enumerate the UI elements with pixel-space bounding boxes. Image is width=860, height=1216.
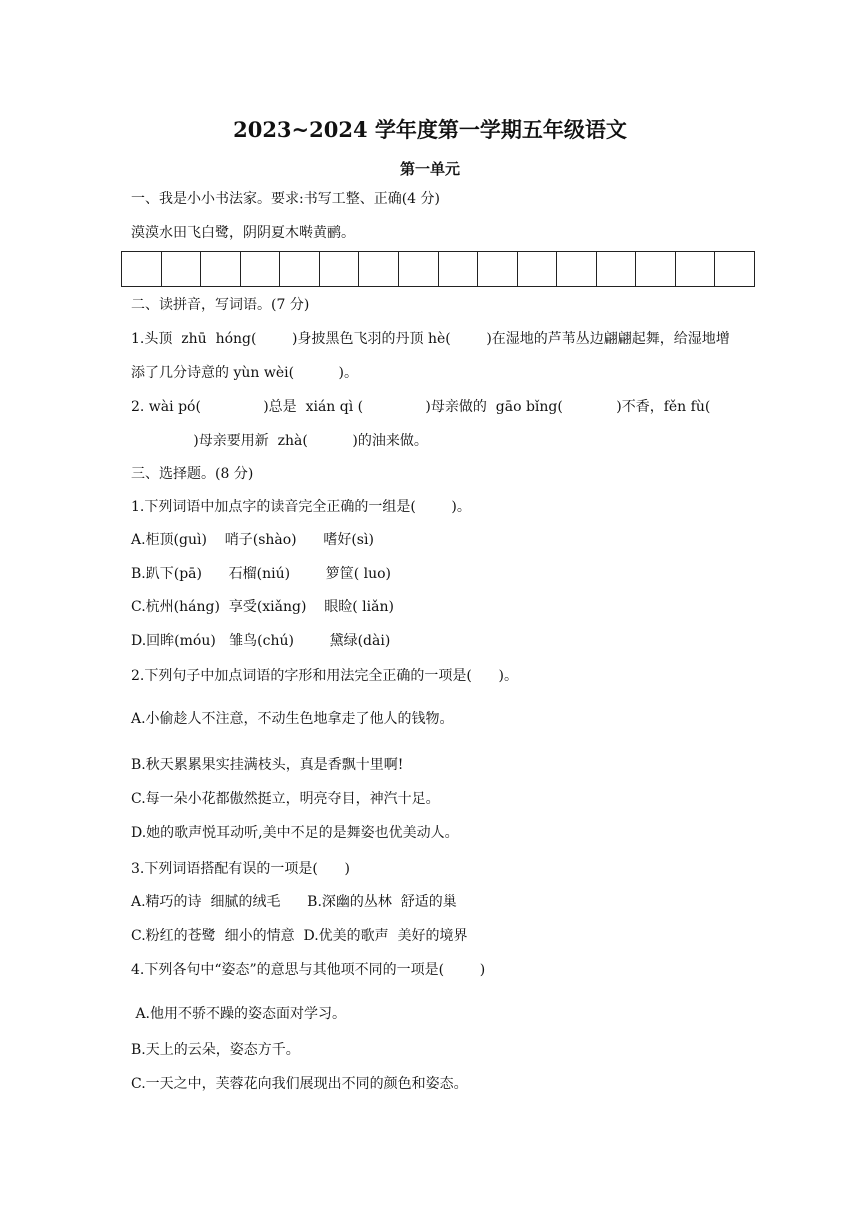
section2-heading: 二、读拼音，写词语。(7 分) <box>131 297 310 313</box>
q2-option-b: B.秋天累累果实挂满枝头，真是香飘十里啊! <box>131 757 404 773</box>
grid-cell[interactable] <box>597 252 637 286</box>
grid-cell[interactable] <box>557 252 597 286</box>
section2-q1-line2: 添了几分诗意的 yùn wèi( )。 <box>131 365 359 381</box>
poem-line: 漠漠水田飞白鹭，阴阴夏木啭黄鹂。 <box>131 225 355 241</box>
grid-cell[interactable] <box>399 252 439 286</box>
grid-cell[interactable] <box>162 252 202 286</box>
q4-option-b: B.天上的云朵，姿态方千。 <box>131 1042 300 1058</box>
page-title: 2023~2024 学年度第一学期五年级语文 <box>233 117 627 142</box>
q3-stem: 3.下列词语搭配有误的一项是( ) <box>131 861 350 877</box>
grid-cell[interactable] <box>676 252 716 286</box>
grid-cell[interactable] <box>715 252 754 286</box>
grid-cell[interactable] <box>439 252 479 286</box>
grid-cell[interactable] <box>241 252 281 286</box>
q4-option-a: A.他用不骄不躁的姿态面对学习。 <box>131 1006 347 1022</box>
section1-heading: 一、我是小小书法家。要求:书写工整、正确(4 分) <box>131 191 440 207</box>
q1-option-b: B.趴下(pā) 石榴(niú) 箩筐( luo) <box>131 566 392 582</box>
q4-option-c: C.一天之中，芙蓉花向我们展现出不同的颜色和姿态。 <box>131 1076 468 1092</box>
q4-stem: 4.下列各句中“姿态”的意思与其他项不同的一项是( ) <box>131 962 486 978</box>
grid-cell[interactable] <box>122 252 162 286</box>
q1-option-d: D.回眸(móu) 雏鸟(chú) 黛绿(dài) <box>131 633 391 649</box>
grid-cell[interactable] <box>478 252 518 286</box>
grid-cell[interactable] <box>518 252 558 286</box>
writing-grid[interactable] <box>121 251 755 287</box>
section3-heading: 三、选择题。(8 分) <box>131 466 254 482</box>
grid-cell[interactable] <box>280 252 320 286</box>
q1-option-c: C.杭州(háng) 享受(xiǎng) 眼睑( liǎn) <box>131 599 394 615</box>
q2-stem: 2.下列句子中加点词语的字形和用法完全正确的一项是( )。 <box>131 668 518 684</box>
section2-q1-line1: 1.头顶 zhū hóng( )身披黑色飞羽的丹顶 hè( )在湿地的芦苇丛边翩翩起舞，给湿地增 <box>131 331 730 347</box>
grid-cell[interactable] <box>359 252 399 286</box>
q2-option-c: C.每一朵小花都傲然挺立，明亮夺目，神汽十足。 <box>131 791 440 807</box>
q1-stem: 1.下列词语中加点字的读音完全正确的一组是( )。 <box>131 499 471 515</box>
q2-option-d: D.她的歌声悦耳动听,美中不足的是舞姿也优美动人。 <box>131 825 459 841</box>
grid-cell[interactable] <box>320 252 360 286</box>
section2-q2-line2: )母亲要用新 zhà( )的油来做。 <box>131 433 428 449</box>
unit-title: 第一单元 <box>399 160 460 178</box>
grid-cell[interactable] <box>636 252 676 286</box>
q1-option-a: A.柜顶(guì) 哨子(shào) 嗜好(sì) <box>131 532 374 548</box>
q3-options-row1: A.精巧的诗 细腻的绒毛 B.深幽的丛林 舒适的巢 <box>131 894 457 910</box>
q2-option-a: A.小偷趁人不注意，不动生色地拿走了他人的钱物。 <box>131 711 454 727</box>
grid-cell[interactable] <box>201 252 241 286</box>
q3-options-row2: C.粉红的苍鹭 细小的情意 D.优美的歌声 美好的境界 <box>131 928 468 944</box>
section2-q2-line1: 2. wài pó( )总是 xián qì ( )母亲做的 gāo bǐng( )不香，fěn fù( <box>131 399 711 415</box>
